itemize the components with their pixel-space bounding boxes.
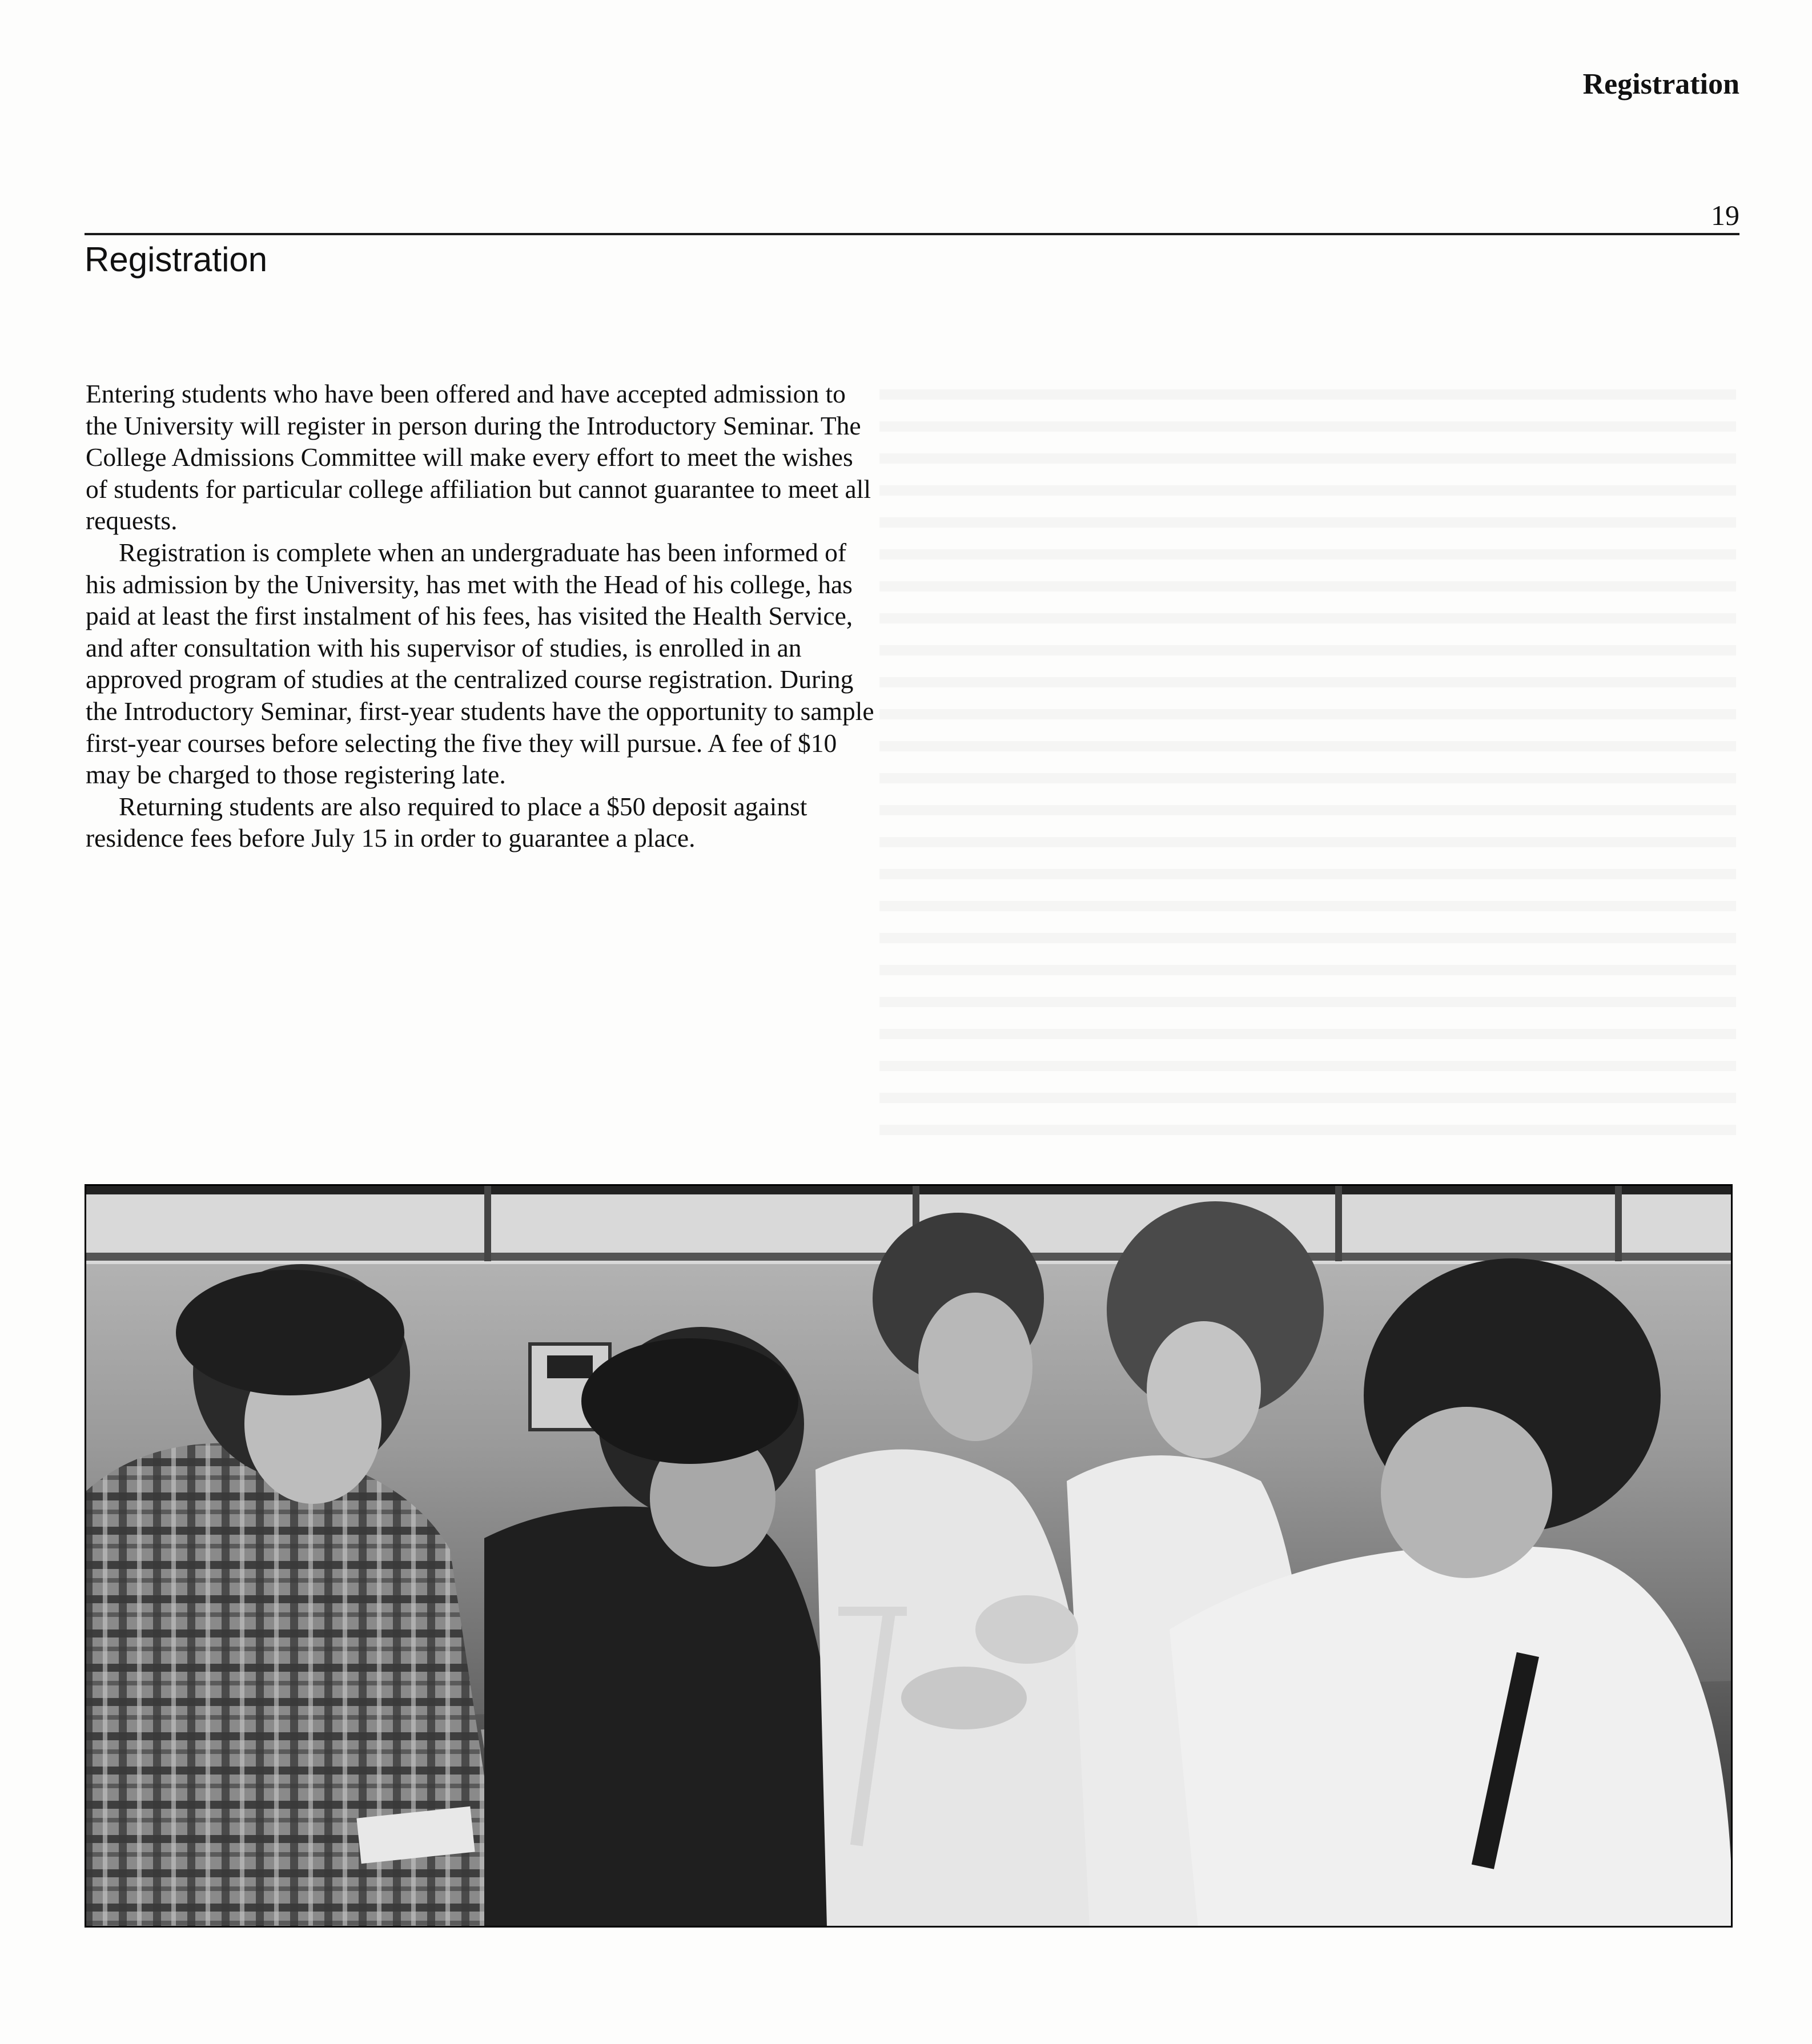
lab-photograph (85, 1184, 1733, 1928)
section-title: Registration (85, 240, 268, 279)
paragraph: Entering students who have been offered and have accepted admission to the University will register in person during the Introductory Seminar. The College Admissions Committee will make every effort to meet the wishes of students for particular college affiliation but cannot guarantee to meet all requests. (86, 379, 871, 536)
reverse-side-show-through (879, 377, 1736, 1148)
running-head: Registration (1582, 68, 1739, 100)
header-rule (85, 233, 1739, 235)
body-text (86, 378, 879, 854)
paragraph: Registration is complete when an undergraduate has been informed of his admission by the University, has met with the Head of his college, has paid at least the first instalment of his fees, has visited the Health Service, and after consultation with his supervisor of studies, is enrolled in an approved program of studies at the centralized course registration. During the Introductory Seminar, first-year students have the opportunity to sample first-year courses before selecting the five they will pursue. A fee of $10 may be charged to those registering late. (86, 537, 874, 790)
photo-image (85, 1184, 1733, 1928)
paragraph: Returning students are also required to place a $50 deposit against residence fees before July 15 in order to guarantee a place. (86, 791, 807, 853)
page-number: 19 (1711, 199, 1739, 231)
